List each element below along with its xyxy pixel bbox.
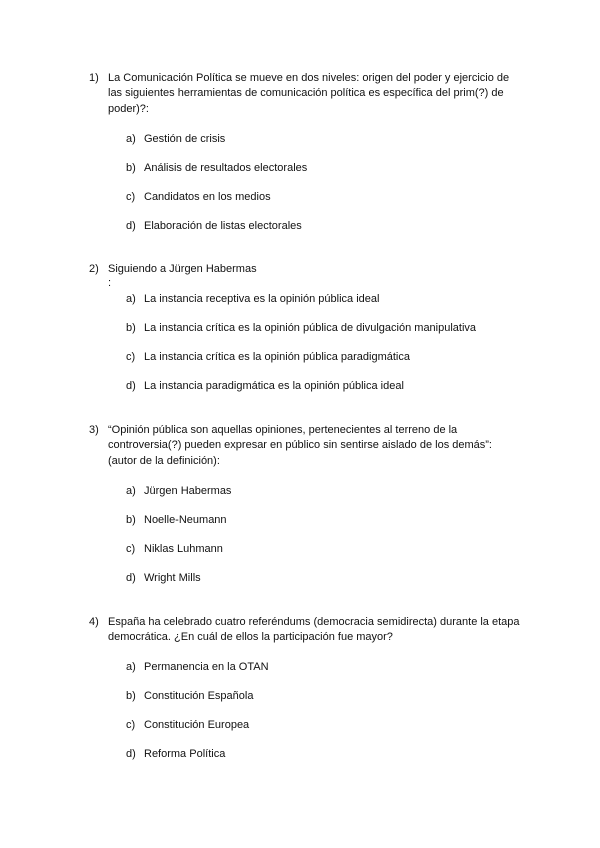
option-text: Constitución Española: [144, 689, 254, 702]
option-letter: c): [126, 718, 136, 731]
question-line: poder)?:: [108, 102, 149, 115]
question-colon: :: [108, 277, 112, 290]
question-line: controversia(?) pueden expresar en público sin sentirse aislado de los demás”:: [108, 439, 492, 452]
option-b[interactable]: [126, 321, 476, 335]
option-letter: d): [126, 747, 136, 760]
option-a[interactable]: [126, 292, 379, 306]
option-text: Wright Mills: [144, 571, 201, 584]
question-number: 1): [89, 72, 99, 84]
question-4: [89, 615, 529, 760]
option-a[interactable]: [126, 484, 231, 498]
option-b[interactable]: [126, 161, 307, 175]
option-letter: b): [126, 322, 136, 335]
option-d[interactable]: [126, 747, 225, 761]
question-1: [89, 71, 529, 232]
option-c[interactable]: [126, 190, 271, 204]
question-heading: [89, 615, 529, 646]
option-letter: a): [126, 293, 136, 306]
option-letter: a): [126, 660, 136, 673]
option-letter: d): [126, 380, 136, 393]
option-b[interactable]: [126, 513, 227, 527]
question-text: [108, 71, 529, 117]
question-heading: [89, 71, 529, 117]
option-a[interactable]: [126, 660, 269, 674]
option-text: Noelle-Neumann: [144, 513, 227, 526]
option-text: Reforma Política: [144, 747, 226, 760]
question-number: 3): [89, 424, 99, 436]
option-text: Gestión de crisis: [144, 132, 226, 145]
option-text: Niklas Luhmann: [144, 542, 223, 555]
option-letter: c): [126, 190, 136, 203]
question-line: (autor de la definición):: [108, 454, 220, 467]
option-c[interactable]: [126, 718, 249, 732]
question-line: Siguiendo a Jürgen Habermas: [108, 263, 257, 275]
option-letter: d): [126, 571, 136, 584]
option-d[interactable]: [126, 219, 302, 233]
question-heading: [89, 262, 529, 289]
question-line: las siguientes herramientas de comunicación política es específica del prim(?) de: [108, 87, 504, 100]
option-text: Análisis de resultados electorales: [144, 161, 308, 174]
option-letter: b): [126, 161, 136, 174]
question-line: España ha celebrado cuatro referéndums (democracia semidirecta) durante la etapa: [108, 616, 520, 628]
option-letter: b): [126, 689, 136, 702]
option-d[interactable]: [126, 571, 201, 585]
question-heading: [89, 423, 529, 469]
option-c[interactable]: [126, 350, 410, 364]
option-letter: a): [126, 132, 136, 145]
option-text: Constitución Europea: [144, 718, 250, 731]
option-text: La instancia crítica es la opinión pública paradigmática: [144, 351, 410, 364]
option-text: Jürgen Habermas: [144, 484, 232, 497]
option-text: La instancia crítica es la opinión pública de divulgación manipulativa: [144, 322, 477, 335]
option-letter: b): [126, 513, 136, 526]
option-text: La instancia paradigmática es la opinión pública ideal: [144, 380, 404, 393]
option-b[interactable]: [126, 689, 253, 703]
option-text: La instancia receptiva es la opinión pública ideal: [144, 293, 380, 306]
question-line: La Comunicación Política se mueve en dos niveles: origen del poder y ejercicio de: [108, 72, 510, 84]
question-number: 2): [89, 263, 99, 275]
question-line: democrática. ¿En cuál de ellos la participación fue mayor?: [108, 631, 393, 644]
option-letter: c): [126, 351, 136, 364]
option-letter: a): [126, 484, 136, 497]
question-line: “Opinión pública son aquellas opiniones, pertenecientes al terreno de la: [108, 424, 458, 436]
option-c[interactable]: [126, 542, 223, 556]
question-3: [89, 423, 529, 584]
option-d[interactable]: [126, 379, 404, 393]
question-text: [108, 262, 529, 289]
option-letter: d): [126, 219, 136, 232]
option-text: Candidatos en los medios: [144, 190, 271, 203]
question-2: [89, 262, 529, 393]
question-text: [108, 615, 529, 646]
option-text: Permanencia en la OTAN: [144, 660, 269, 673]
option-a[interactable]: [126, 132, 225, 146]
option-letter: c): [126, 542, 136, 555]
option-text: Elaboración de listas electorales: [144, 219, 302, 232]
question-number: 4): [89, 616, 99, 628]
question-text: [108, 423, 529, 469]
